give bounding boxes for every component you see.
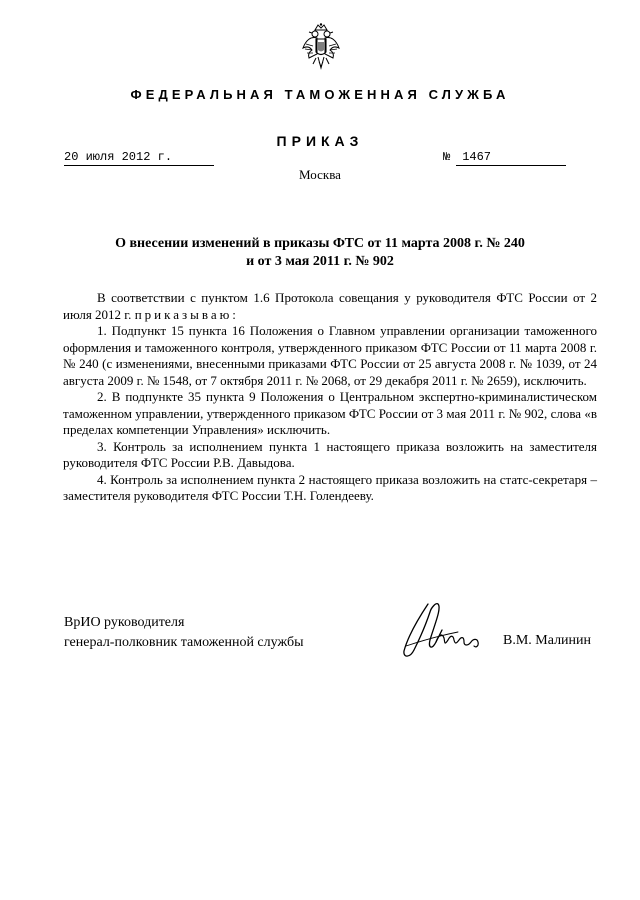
signatory-position [64, 613, 303, 653]
item-3: 3. Контроль за исполнением пункта 1 настоящего приказа возложить на заместителя руководителя ФТС России Р.В. Давыдова. [63, 438, 597, 470]
order-number-block [443, 150, 597, 166]
item-1: 1. Подпункт 15 пункта 16 Положения о Главном управлении организации таможенного оформления и таможенного контроля, утвержденного приказом ФТС России от 11 марта 2008 г. № 240 (с изменениями, внесенными приказами ФТС России от 25 августа 2008 г. № 1039, от 24 августа 2009 г. № 1548, от 7 октября 2011 г. № 2068, от 29 декабря 2011 г. № 2659), исключить. [63, 323, 597, 388]
title-line-1: О внесении изменений в приказы ФТС от 11 марта 2008 г. № 240 [115, 236, 525, 251]
item-4: 4. Контроль за исполнением пункта 2 настоящего приказа возложить на статс-секретаря – заместителя руководителя ФТС России Т.Н. Голендееву. [63, 471, 597, 503]
number-label: № [443, 150, 451, 164]
position-line-2: генерал-полковник таможенной службы [64, 635, 304, 650]
item-2: 2. В подпункте 35 пункта 9 Положения о Центральном экспертно-криминалистическом таможенном управлении, утвержденного приказом ФТС России от 3 мая 2011 г. № 902, слова «в пределах компетенции Управления» исключить. [63, 389, 597, 437]
signatory-name: В.М. Малинин [503, 633, 592, 648]
intro-verb: приказываю: [134, 306, 239, 322]
coat-of-arms-icon [301, 22, 341, 72]
intro-text: В соответствии с пунктом 1.6 Протокола совещания у руководителя ФТС России от 2 июля 2012 г. [63, 290, 597, 322]
order-body [63, 290, 597, 505]
city: Москва [299, 167, 341, 182]
order-title [70, 235, 570, 271]
position-line-1: ВрИО руководителя [64, 615, 185, 630]
order-number: 1467 [456, 150, 566, 166]
title-line-2: и от 3 мая 2011 г. № 902 [246, 254, 394, 269]
service-name: ФЕДЕРАЛЬНАЯ ТАМОЖЕННАЯ СЛУЖБА [130, 87, 510, 102]
intro-paragraph [63, 290, 597, 323]
document-type: ПРИКАЗ [276, 133, 364, 149]
order-date: 20 июля 2012 г. [64, 150, 214, 166]
handwritten-signature [398, 596, 493, 668]
